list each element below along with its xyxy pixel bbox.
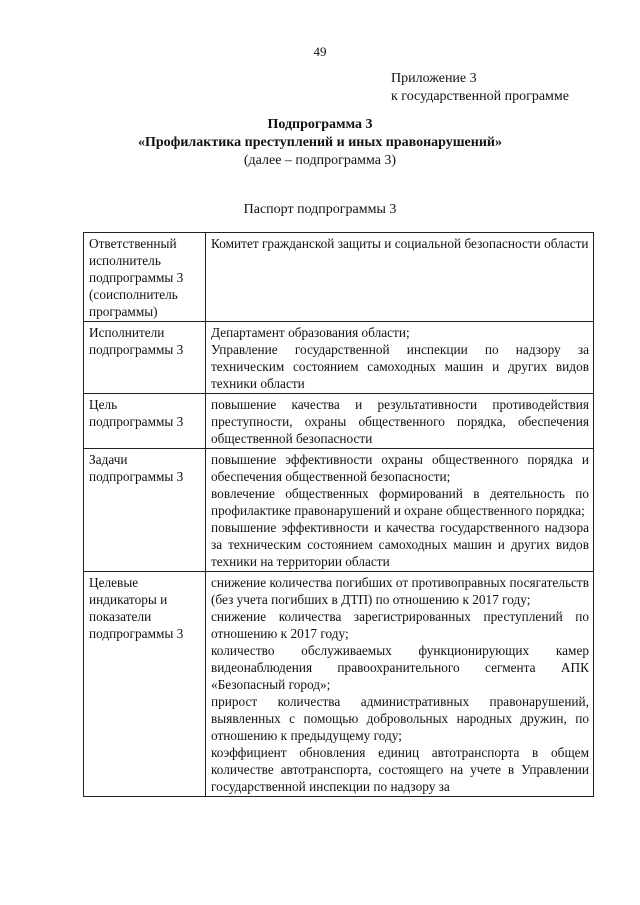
row-value-goal bbox=[206, 394, 594, 449]
value-paragraph: коэффициент обновления единиц автотранспорта в общем количестве автотранспорта, состоящего на учете в Управлении государственной инспекции по надзору за bbox=[211, 745, 589, 794]
passport-table bbox=[83, 232, 594, 797]
row-value-indicators bbox=[206, 572, 594, 797]
title-line-2: «Профилактика преступлений и иных правонарушений» bbox=[138, 135, 502, 150]
value-paragraph: вовлечение общественных формирований в деятельность по профилактике правонарушений и охране общественного порядка; bbox=[211, 486, 589, 518]
value-paragraph: Департамент образования области; bbox=[211, 325, 410, 340]
appendix-note bbox=[391, 70, 569, 106]
row-value-executors bbox=[206, 322, 594, 394]
value-paragraph: Комитет гражданской защиты и социальной безопасности области bbox=[211, 236, 589, 251]
value-paragraph: количество обслуживаемых функционирующих камер видеонаблюдения правоохранительного сегмента АПК «Безопасный город»; bbox=[211, 643, 589, 692]
row-label-executors: Исполнители подпрограммы 3 bbox=[84, 322, 206, 394]
appendix-line-1: Приложение 3 bbox=[391, 71, 477, 86]
value-paragraph: повышение качества и результативности противодействия преступности, охраны общественного порядка, обеспечения общественной безопасности bbox=[211, 397, 589, 446]
row-label-indicators: Целевые индикаторы и показатели подпрограммы 3 bbox=[84, 572, 206, 797]
value-paragraph: Управление государственной инспекции по надзору за техническим состоянием самоходных машин и других видов техники области bbox=[211, 342, 589, 391]
table-row bbox=[84, 572, 594, 797]
subprogram-title bbox=[0, 116, 640, 170]
row-label-tasks: Задачи подпрограммы 3 bbox=[84, 449, 206, 572]
value-paragraph: повышение эффективности и качества государственного надзора за техническим состоянием самоходных машин и других видов техники на территории области bbox=[211, 520, 589, 569]
value-paragraph: повышение эффективности охраны общественного порядка и обеспечения общественной безопасности; bbox=[211, 452, 589, 484]
table-row bbox=[84, 394, 594, 449]
table-row bbox=[84, 449, 594, 572]
title-line-3: (далее – подпрограмма 3) bbox=[243, 153, 397, 168]
table-row bbox=[84, 322, 594, 394]
row-label-responsible: Ответственный исполнитель подпрограммы 3 (соисполнитель программы) bbox=[84, 233, 206, 322]
appendix-line-2: к государственной программе bbox=[391, 89, 569, 104]
value-paragraph: снижение количества зарегистрированных преступлений по отношению к 2017 году; bbox=[211, 609, 589, 641]
row-value-responsible bbox=[206, 233, 594, 322]
title-line-1: Подпрограмма 3 bbox=[267, 117, 373, 132]
value-paragraph: снижение количества погибших от противоправных посягательств (без учета погибших в ДТП) по отношению к 2017 году; bbox=[211, 575, 590, 607]
table-row bbox=[84, 233, 594, 322]
row-label-goal: Цель подпрограммы 3 bbox=[84, 394, 206, 449]
row-value-tasks bbox=[206, 449, 594, 572]
passport-title: Паспорт подпрограммы 3 bbox=[243, 202, 397, 217]
value-paragraph: прирост количества административных правонарушений, выявленных с помощью добровольных народных дружин, по отношению к предыдущему году; bbox=[211, 694, 589, 743]
page-number: 49 bbox=[313, 44, 327, 59]
